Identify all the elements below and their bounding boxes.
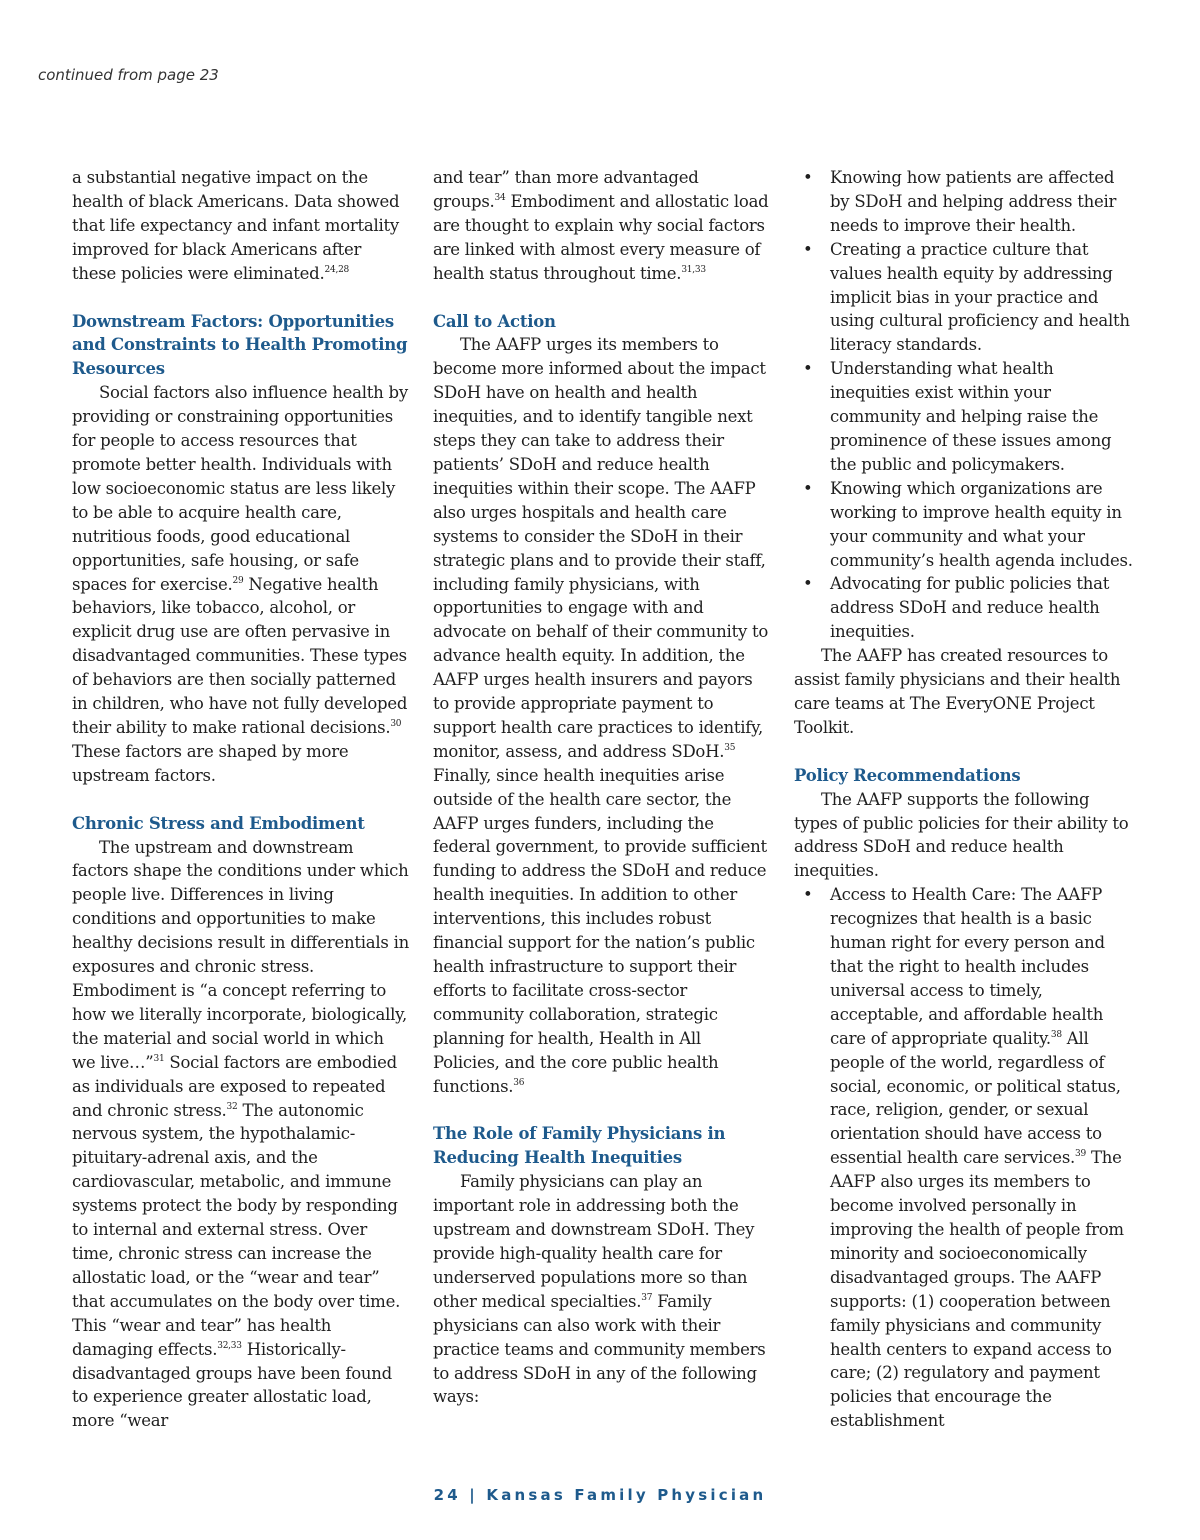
text: Creating a practice culture that values health equity by addressing implicit bias in your practice and using cultural proficiency and health literacy standards. <box>830 239 1130 355</box>
citation: 35 <box>724 742 736 753</box>
citation: 31 <box>153 1053 165 1064</box>
text: Advocating for public policies that address SDoH and reduce health inequities. <box>830 574 1110 642</box>
text: The autonomic nervous system, the hypothalamic-pituitary-adrenal axis, and the cardiovascular, metabolic, and immune systems protect the body by responding to internal and external stress. Over time, chronic stress can increase the allostatic load, or the “wear and tear” that accumulates on the body over time. This “wear and tear” has health damaging effects. <box>72 1100 401 1359</box>
paragraph-role-of-family-physicians <box>433 1170 771 1409</box>
bullet-icon: • <box>803 168 813 187</box>
citation: 31,33 <box>681 264 706 275</box>
list-item <box>794 166 1134 238</box>
text: All people of the world, regardless of social, economic, or political status, race, religion, gender, or sexual orientation should have access to essential health care services. <box>830 1028 1121 1168</box>
paragraph-policy-intro: The AAFP supports the following types of public policies for their ability to address SDoH and reduce health inequities. <box>794 789 1129 881</box>
citation: 36 <box>513 1077 525 1088</box>
citation: 38 <box>1050 1029 1062 1040</box>
heading-policy-recommendations: Policy Recommendations <box>794 765 1021 785</box>
column-2 <box>433 166 771 1409</box>
paragraph-resources: The AAFP has created resources to assist family physicians and their health care teams at The EveryONE Project Toolkit. <box>794 646 1121 737</box>
text: The AAFP also urges its members to become involved personally in improving the health of people from minority and socioeconomically disadvantaged groups. The AAFP supports: (1) cooperation between family physicians and community health centers to expand access to care; (2) regulatory and payment policies that encourage the establishment <box>830 1148 1124 1431</box>
text: and tear” than more advantaged groups. <box>433 168 699 211</box>
text: Social factors also influence health by providing or constraining opportunities for people to access resources that promote better health. Individuals with low socioeconomic status are less likely to be able to acquire health care, nutritious foods, good educational opportunities, safe housing, or safe spaces for exercise. <box>72 383 408 594</box>
citation: 24,28 <box>324 264 350 275</box>
text: a substantial negative impact on the health of black Americans. Data showed that life expectancy and infant mortality improved for black Americans after these policies were eliminated. <box>72 168 400 283</box>
bullet-icon: • <box>803 478 813 498</box>
list-item <box>794 357 1134 477</box>
citation: 39 <box>1075 1149 1086 1160</box>
text: Historically-disadvantaged groups have been found to experience greater allostatic load, more “wear <box>72 1339 392 1431</box>
page-footer: 24 | Kansas Family Physician <box>433 1486 767 1504</box>
paragraph-chronic-stress <box>72 836 410 1434</box>
list-item <box>794 572 1134 644</box>
citation: 30 <box>390 718 402 729</box>
continued-from-label: continued from page 23 <box>38 66 219 84</box>
text: Access to Health Care: The AAFP recognizes that health is a basic human right for every person and that the right to health includes universal access to timely, acceptable, and affordable health care of appropriate quality. <box>830 885 1105 1048</box>
paragraph-intro-col1 <box>72 166 410 286</box>
column-1 <box>72 166 410 1433</box>
paragraph-call-to-action <box>433 333 771 1098</box>
heading-downstream-factors: Downstream Factors: Opportunities and Constraints to Health Promoting Resources <box>72 311 408 379</box>
text: Understanding what health inequities exist within your community and helping raise the prominence of these issues among the public and policymakers. <box>830 359 1112 474</box>
text: Finally, since health inequities arise outside of the health care sector, the AAFP urges funders, including the federal government, to provide sufficient funding to address the SDoH and reduce health inequities. In addition to other interventions, this includes robust financial support for the nation’s public health infrastructure to support their efforts to facilitate cross-sector community collaboration, strategic planning for health, Health in All Policies, and the core public health functions. <box>433 765 767 1096</box>
heading-role-of-family-physicians: The Role of Family Physicians in Reducing Health Inequities <box>433 1124 726 1168</box>
policy-list <box>794 883 1134 1433</box>
ways-list <box>794 166 1134 644</box>
text: Knowing which organizations are working to improve health equity in your community and what your community’s health agenda includes. <box>830 478 1133 570</box>
citation: 37 <box>641 1292 653 1303</box>
paragraph-intro-col2 <box>433 166 771 286</box>
text: These factors are shaped by more upstream factors. <box>72 741 349 785</box>
citation: 32,33 <box>217 1340 242 1351</box>
bullet-icon: • <box>803 239 813 259</box>
bullet-icon: • <box>803 574 813 594</box>
list-item <box>794 477 1134 573</box>
text: The upstream and downstream factors shape the conditions under which people live. Differences in living conditions and opportunities to make healthy decisions result in differentials in exposures and chronic stress. Embodiment is “a concept referring to how we literally incorporate, biologically, the material and social world in which we live…” <box>72 837 409 1072</box>
text: Embodiment and allostatic load are thought to explain why social factors are linked with almost every measure of health status throughout time. <box>433 191 769 283</box>
column-3 <box>794 166 1134 1433</box>
citation: 32 <box>226 1101 238 1112</box>
text: The AAFP urges its members to become more informed about the impact SDoH have on health and health inequities, and to identify tangible next steps they can take to address their patients’ SDoH and reduce health inequities within their scope. The AAFP also urges hospitals and health care systems to consider the SDoH in their strategic plans and to provide their staff, including family physicians, with opportunities to engage with and advocate on behalf of their community to advance health equity. In addition, the AAFP urges health insurers and payors to provide appropriate payment to support health care practices to identify, monitor, assess, and address SDoH. <box>433 335 769 761</box>
text: Family physicians can also work with their practice teams and community members to address SDoH in any of the following ways: <box>433 1291 766 1407</box>
list-item <box>794 238 1134 358</box>
list-item <box>794 883 1134 1433</box>
bullet-icon: • <box>803 359 813 379</box>
text: Family physicians can play an important role in addressing both the upstream and downstream SDoH. They provide high-quality health care for underserved populations more so than other medical specialties. <box>433 1172 755 1311</box>
paragraph-downstream <box>72 381 410 787</box>
text: Negative health behaviors, like tobacco, alcohol, or explicit drug use are often pervasive in disadvantaged communities. These types of behaviors are then socially patterned in children, who have not fully developed their ability to make rational decisions. <box>72 574 408 737</box>
heading-chronic-stress: Chronic Stress and Embodiment <box>72 813 365 833</box>
text: Social factors are embodied as individuals are exposed to repeated and chronic stress. <box>72 1052 397 1120</box>
bullet-icon: • <box>803 885 813 905</box>
citation: 29 <box>232 575 244 586</box>
text: Knowing how patients are affected by SDoH and helping address their needs to improve their health. <box>830 168 1117 235</box>
citation: 34 <box>494 192 506 203</box>
heading-call-to-action: Call to Action <box>433 311 556 331</box>
